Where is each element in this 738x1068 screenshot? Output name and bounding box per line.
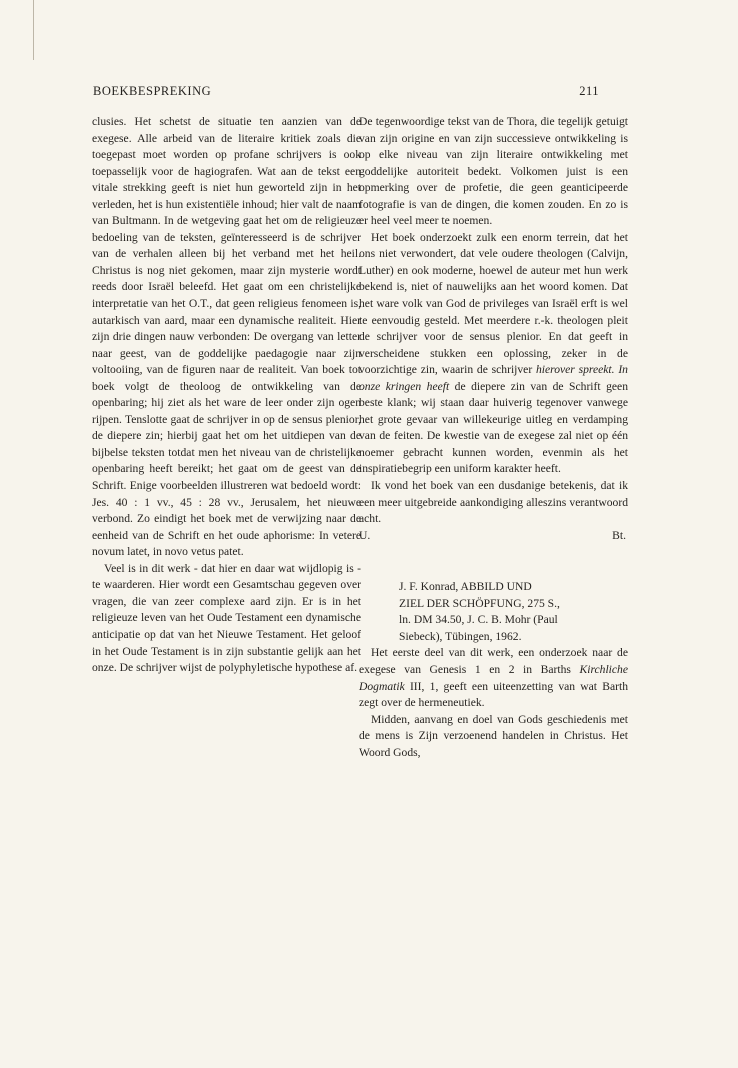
running-title: BOEKBESPREKING	[93, 84, 212, 98]
right-paragraph-2-text-a: Het boek onderzoekt zulk een enorm terrein, dat het ons niet verwondert, dat vele oudere theologen (Calvijn, Luther) en ook moderne, hoewel de auteur met hun werk bekend is, niet of nauwelijks aan het woord komen. Dat het ware volk van God de privileges van Israël erft is wel te eenvoudig gesteld. Met meerdere r.-k. theologen pleit de schrijver voor de sensus plenior. En dat geeft in verscheidene stukken een oplossing, zeker in de voorzichtige zin, waarin de schrijver	[359, 230, 628, 377]
reference-line-3: ln. DM 34.50, J. C. B. Mohr (Paul	[399, 613, 558, 627]
reference-line-1: J. F. Konrad, ABBILD UND	[399, 580, 532, 594]
right-paragraph-4-text-a: Het eerste deel van dit werk, een onderzoek naar de exegese van Genesis 1 en 2 in Barths	[359, 646, 628, 676]
signature-initial: U.	[359, 528, 371, 542]
page-number: 211	[579, 84, 599, 98]
right-paragraph-4-italic: Kirchliche Dogmatik	[359, 662, 628, 693]
right-paragraph-2	[359, 230, 628, 478]
signature-abbrev: Bt.	[612, 528, 626, 542]
right-paragraph-2-italic: hierover spreekt. In onze kringen heeft	[359, 363, 628, 393]
right-paragraph-1: De tegenwoordige tekst van de Thora, die tegelijk getuigt van zijn origine en van zijn successieve ontwikkeling is op elke niveau van zijn literaire ontwikkeling met goddelijke autoriteit bedekt. Volkomen juist is een opmerking over de profetie, die geen geanticipeerde fotografie is van de dingen, die komen zouden. En zo is er heel veel meer te noemen.	[359, 115, 628, 228]
left-column	[92, 114, 361, 677]
left-paragraph-1: clusies. Het schetst de situatie ten aanzien van de exegese. Alle arbeid van de literaire kritiek zoals die toegepast moet worden op profane schrijvers is ook toepasselijk voor de hagiografen. Wat aan de tekst een vitale strekking geeft is niet hun geworteld zijn in het verleden, het is hun existentiële inhoud; hier valt de naam van Bultmann. In de wetgeving gaat het om de religieuze bedoeling van de teksten, geïnteresseerd is de schrijver van de verhalen alleen bij het verband met het heil. Christus is nog niet gekomen, maar zijn mysterie wordt reeds door Israël beleefd. Het gaat om een christelijke interpretatie van het O.T., dat geen religieus fenomeen is, autarkisch van aard, maar een dynamische realiteit. Hier zijn drie dingen nauw verbonden: De overgang van letter naar geest, van de goddelijke paedagogie naar zijn voltooiing, van de figuren naar de realiteit. Van boek tot boek volgt de theoloog de ontwikkeling van de openbaring; hij ziet als het ware de leer onder zijn ogen rijpen. Tenslotte gaat de schrijver in op de sensus plenior, de diepere zin; hierbij gaat het om het uitdiepen van de bijbelse teksten totdat men het niveau van de christelijke openbaring heeft bereikt; het gaat om de geest van de Schrift. Enige voorbeelden illustreren wat bedoeld wordt: Jes. 40 : 1 vv., 45 : 28 vv., Jerusalem, het nieuwe verbond. Zo eindigt het boek met de verwijzing naar de eenheid van de Schrift en het oude aphorisme: In vetere novum latet, in novo vetus patet.	[92, 115, 361, 559]
right-paragraph-3: Ik vond het boek van een dusdanige betekenis, dat ik een meer uitgebreide aankondiging alleszins verantwoord acht.	[359, 479, 628, 526]
running-head	[93, 84, 653, 102]
reference-line-4: Siebeck), Tübingen, 1962.	[399, 629, 522, 643]
right-paragraph-5: Midden, aanvang en doel van Gods geschiedenis met de mens is Zijn verzoenend handelen in Christus. Het Woord Gods,	[359, 712, 628, 759]
right-paragraph-4-text-b: III, 1, geeft een uiteenzetting van wat Barth zegt over de hermeneutiek.	[359, 679, 628, 710]
book-reference	[359, 579, 628, 645]
left-paragraph-2: Veel is in dit werk - dat hier en daar wat wijdlopig is - te waarderen. Hier wordt een Gesamtschau gegeven over vragen, die van zeer complexe aard zijn. Er is in het religieuze leven van het Oude Testament een dynamische anticipatie op dat van het Nieuwe Testament. Het geloof in het Oude Testament is in zijn substantie gelijk aan het onze. De schrijver wijst de polyphyletische hypothese af.	[92, 561, 361, 675]
page-edge-line	[33, 0, 34, 60]
reviewer-signature	[359, 528, 628, 545]
reference-line-2: ZIEL DER SCHÖPFUNG, 275 S.,	[399, 596, 560, 610]
right-paragraph-4	[359, 645, 628, 711]
right-column	[359, 114, 628, 761]
right-paragraph-2-text-b: de diepere zin van de Schrift geen beste klank; wij staan daar huiverig tegenover vanwege het grote gevaar van willekeurige uitleg en verdamping van de feiten. De kwestie van de exegese zal niet op één noemer gebracht kunnen worden, evenmin als het inspiratiebegrip een uniform karakter heeft.	[359, 379, 628, 476]
